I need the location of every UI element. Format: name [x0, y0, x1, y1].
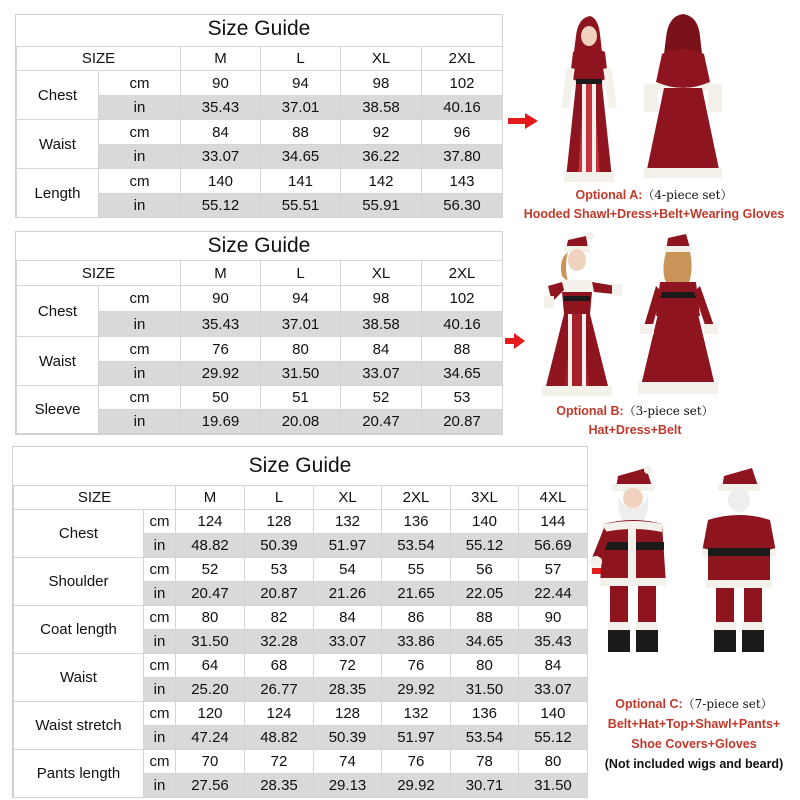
row-label-chest: Chest	[17, 71, 99, 120]
size-table-a	[16, 46, 503, 218]
cell: 47.24	[176, 726, 245, 750]
unit-in: in	[99, 362, 181, 386]
row-label-waist: Waist	[17, 337, 99, 386]
unit-cm: cm	[144, 750, 176, 774]
cell: 140	[181, 169, 261, 194]
unit-in: in	[144, 630, 176, 654]
cell: 20.87	[422, 410, 503, 434]
option-contents: Hat+Dress+Belt	[588, 423, 682, 437]
unit-in: in	[99, 96, 181, 120]
unit-cm: cm	[99, 169, 181, 194]
size-col: 3XL	[451, 486, 519, 510]
cell: 70	[176, 750, 245, 774]
cell: 68	[245, 654, 314, 678]
cell: 142	[341, 169, 422, 194]
cell: 48.82	[176, 534, 245, 558]
costume-photo-c	[590, 462, 800, 660]
cell: 90	[181, 71, 261, 96]
cell: 36.22	[341, 145, 422, 169]
cell: 74	[314, 750, 382, 774]
cell: 84	[341, 337, 422, 362]
cell: 35.43	[181, 96, 261, 120]
cell: 72	[314, 654, 382, 678]
size-guide-c	[12, 446, 588, 798]
unit-in: in	[144, 678, 176, 702]
cell: 53	[245, 558, 314, 582]
size-guide-title: Size Guide	[207, 234, 311, 257]
cell: 20.87	[245, 582, 314, 606]
cell: 54	[314, 558, 382, 582]
cell: 132	[382, 702, 451, 726]
cell: 102	[422, 286, 503, 312]
cell: 55.12	[451, 534, 519, 558]
cell: 51	[261, 386, 341, 410]
row-label-length: Length	[17, 169, 99, 218]
cell: 98	[341, 286, 422, 312]
cell: 124	[176, 510, 245, 534]
cell: 29.92	[382, 774, 451, 798]
cell: 33.86	[382, 630, 451, 654]
cell: 33.07	[181, 145, 261, 169]
cell: 96	[422, 120, 503, 145]
cell: 80	[451, 654, 519, 678]
cell: 55.12	[519, 726, 588, 750]
cell: 33.07	[519, 678, 588, 702]
option-pieces: （3-piece set）	[623, 404, 714, 418]
cell: 27.56	[176, 774, 245, 798]
cell: 51.97	[314, 534, 382, 558]
cell: 76	[382, 750, 451, 774]
option-b-caption	[520, 402, 750, 440]
cell: 30.71	[451, 774, 519, 798]
cell: 34.65	[422, 362, 503, 386]
size-table-b	[16, 260, 503, 434]
size-header: SIZE	[14, 486, 176, 510]
row-label-chest: Chest	[14, 510, 144, 558]
cell: 88	[261, 120, 341, 145]
size-col: M	[176, 486, 245, 510]
option-c-title	[588, 694, 800, 714]
unit-cm: cm	[144, 702, 176, 726]
option-note: (Not included wigs and beard)	[604, 757, 784, 771]
cell: 31.50	[451, 678, 519, 702]
size-guide-b	[15, 231, 503, 435]
unit-cm: cm	[99, 337, 181, 362]
option-contents: Shoe Covers+Gloves	[631, 737, 757, 751]
option-b-title	[520, 402, 750, 421]
size-col: 2XL	[422, 261, 503, 286]
cell: 55	[382, 558, 451, 582]
option-c-caption	[588, 694, 800, 774]
unit-cm: cm	[144, 558, 176, 582]
cell: 37.01	[261, 96, 341, 120]
cell: 52	[176, 558, 245, 582]
cell: 76	[382, 654, 451, 678]
cell: 20.47	[176, 582, 245, 606]
unit-cm: cm	[144, 606, 176, 630]
cell: 29.92	[382, 678, 451, 702]
size-col: 2XL	[422, 47, 503, 71]
cell: 84	[519, 654, 588, 678]
cell: 34.65	[261, 145, 341, 169]
cell: 35.43	[181, 312, 261, 337]
cell: 141	[261, 169, 341, 194]
cell: 21.26	[314, 582, 382, 606]
cell: 55.12	[181, 194, 261, 218]
cell: 33.07	[341, 362, 422, 386]
unit-cm: cm	[144, 510, 176, 534]
cell: 38.58	[341, 312, 422, 337]
cell: 80	[176, 606, 245, 630]
cell: 50	[181, 386, 261, 410]
cell: 56	[451, 558, 519, 582]
cell: 21.65	[382, 582, 451, 606]
cell: 29.92	[181, 362, 261, 386]
row-label-waist: Waist	[14, 654, 144, 702]
cell: 55.51	[261, 194, 341, 218]
cell: 35.43	[519, 630, 588, 654]
cell: 28.35	[314, 678, 382, 702]
costume-photo-b	[528, 226, 738, 402]
cell: 57	[519, 558, 588, 582]
cell: 132	[314, 510, 382, 534]
size-col: M	[181, 47, 261, 71]
unit-in: in	[144, 582, 176, 606]
cell: 86	[382, 606, 451, 630]
cell: 136	[451, 702, 519, 726]
cell: 143	[422, 169, 503, 194]
size-col: L	[245, 486, 314, 510]
cell: 72	[245, 750, 314, 774]
cell: 29.13	[314, 774, 382, 798]
size-guide-a	[15, 14, 503, 218]
cell: 38.58	[341, 96, 422, 120]
cell: 56.30	[422, 194, 503, 218]
row-label-chest: Chest	[17, 286, 99, 337]
cell: 84	[314, 606, 382, 630]
cell: 53	[422, 386, 503, 410]
cell: 32.28	[245, 630, 314, 654]
unit-in: in	[99, 194, 181, 218]
cell: 94	[261, 286, 341, 312]
cell: 84	[181, 120, 261, 145]
cell: 37.80	[422, 145, 503, 169]
right-arrow-icon	[505, 333, 525, 349]
unit-cm: cm	[99, 386, 181, 410]
cell: 144	[519, 510, 588, 534]
size-table-c	[13, 485, 588, 798]
size-col: XL	[314, 486, 382, 510]
size-header: SIZE	[17, 261, 181, 286]
cell: 31.50	[519, 774, 588, 798]
row-label-waist-stretch: Waist stretch	[14, 702, 144, 750]
option-contents: Belt+Hat+Top+Shawl+Pants+	[607, 717, 781, 731]
cell: 136	[382, 510, 451, 534]
size-col: XL	[341, 261, 422, 286]
cell: 37.01	[261, 312, 341, 337]
size-col: XL	[341, 47, 422, 71]
option-a-title	[508, 186, 800, 205]
unit-in: in	[144, 534, 176, 558]
cell: 20.08	[261, 410, 341, 434]
cell: 50.39	[245, 534, 314, 558]
option-pieces: （7-piece set）	[682, 697, 773, 711]
cell: 19.69	[181, 410, 261, 434]
cell: 31.50	[176, 630, 245, 654]
cell: 140	[451, 510, 519, 534]
size-guide-title: Size Guide	[248, 454, 352, 477]
right-arrow-icon	[508, 113, 538, 129]
cell: 64	[176, 654, 245, 678]
cell: 26.77	[245, 678, 314, 702]
cell: 78	[451, 750, 519, 774]
cell: 51.97	[382, 726, 451, 750]
size-header: SIZE	[17, 47, 181, 71]
cell: 28.35	[245, 774, 314, 798]
cell: 124	[245, 702, 314, 726]
cell: 128	[245, 510, 314, 534]
size-col: L	[261, 47, 341, 71]
cell: 56.69	[519, 534, 588, 558]
cell: 80	[261, 337, 341, 362]
size-col: 4XL	[519, 486, 588, 510]
cell: 33.07	[314, 630, 382, 654]
cell: 98	[341, 71, 422, 96]
cell: 22.44	[519, 582, 588, 606]
size-col: 2XL	[382, 486, 451, 510]
cell: 22.05	[451, 582, 519, 606]
row-label-shoulder: Shoulder	[14, 558, 144, 606]
cell: 55.91	[341, 194, 422, 218]
size-col: M	[181, 261, 261, 286]
cell: 40.16	[422, 312, 503, 337]
unit-in: in	[99, 145, 181, 169]
costume-photo-a	[540, 8, 730, 188]
unit-cm: cm	[99, 71, 181, 96]
size-guide-title: Size Guide	[207, 17, 311, 40]
cell: 88	[451, 606, 519, 630]
cell: 20.47	[341, 410, 422, 434]
cell: 92	[341, 120, 422, 145]
row-label-waist: Waist	[17, 120, 99, 169]
cell: 76	[181, 337, 261, 362]
cell: 53.54	[451, 726, 519, 750]
unit-cm: cm	[99, 120, 181, 145]
cell: 25.20	[176, 678, 245, 702]
unit-in: in	[99, 312, 181, 337]
size-col: L	[261, 261, 341, 286]
option-name: Optional A:	[575, 188, 643, 202]
cell: 52	[341, 386, 422, 410]
option-name: Optional B:	[556, 404, 624, 418]
cell: 48.82	[245, 726, 314, 750]
row-label-sleeve: Sleeve	[17, 386, 99, 434]
cell: 90	[519, 606, 588, 630]
option-name: Optional C:	[615, 697, 683, 711]
unit-cm: cm	[144, 654, 176, 678]
cell: 34.65	[451, 630, 519, 654]
unit-in: in	[99, 410, 181, 434]
cell: 40.16	[422, 96, 503, 120]
cell: 50.39	[314, 726, 382, 750]
cell: 53.54	[382, 534, 451, 558]
unit-cm: cm	[99, 286, 181, 312]
cell: 94	[261, 71, 341, 96]
cell: 102	[422, 71, 503, 96]
cell: 90	[181, 286, 261, 312]
option-pieces: （4-piece set）	[642, 188, 733, 202]
cell: 128	[314, 702, 382, 726]
cell: 82	[245, 606, 314, 630]
cell: 88	[422, 337, 503, 362]
unit-in: in	[144, 726, 176, 750]
option-a-caption	[508, 186, 800, 224]
cell: 80	[519, 750, 588, 774]
cell: 31.50	[261, 362, 341, 386]
row-label-coat-length: Coat length	[14, 606, 144, 654]
cell: 120	[176, 702, 245, 726]
unit-in: in	[144, 774, 176, 798]
option-contents: Hooded Shawl+Dress+Belt+Wearing Gloves	[523, 207, 785, 221]
row-label-pants-length: Pants length	[14, 750, 144, 798]
cell: 140	[519, 702, 588, 726]
